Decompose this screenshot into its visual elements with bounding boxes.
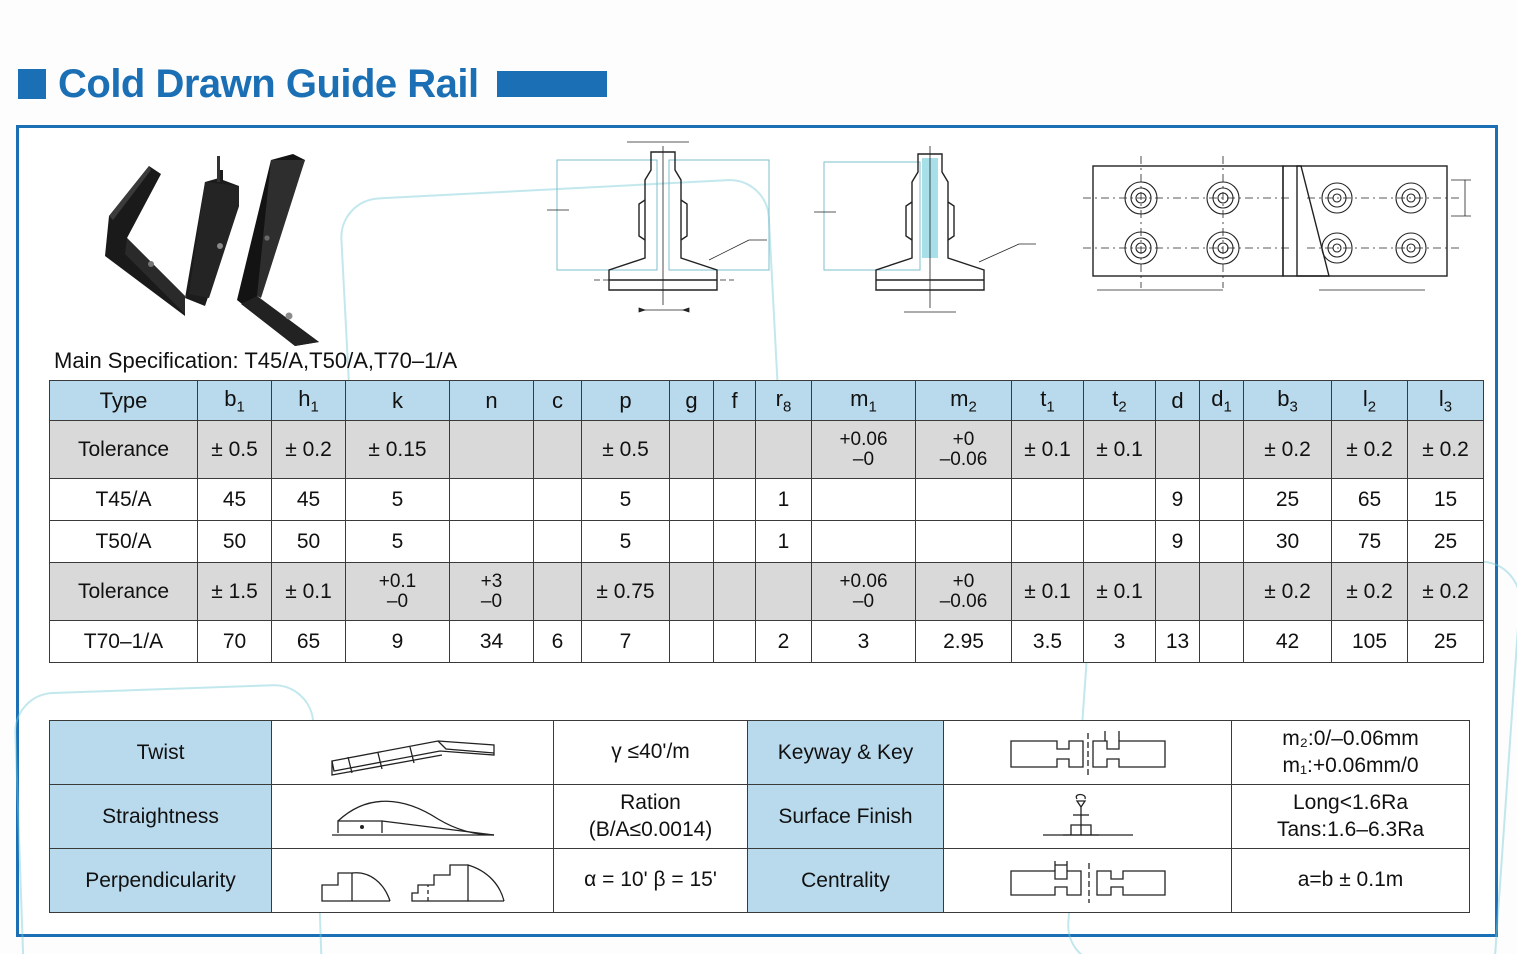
data-cell: 70 [198, 621, 272, 663]
data-cell: 42 [1244, 621, 1332, 663]
col-l3: $l_3$ [1408, 381, 1484, 421]
tolerance-line: +0.06 [839, 570, 888, 592]
data-cell [534, 521, 582, 563]
data-cell [714, 563, 756, 621]
data-cell: ± 1.5 [198, 563, 272, 621]
content-frame [16, 125, 1498, 937]
data-cell [534, 563, 582, 621]
data-cell [1156, 421, 1200, 479]
straightness-value [554, 785, 748, 849]
table-row [50, 479, 1484, 521]
table-header-row [50, 381, 1484, 421]
title-square-icon [18, 69, 46, 99]
tolerance-line: –0.06 [939, 448, 988, 470]
data-cell [1084, 521, 1156, 563]
data-cell [670, 563, 714, 621]
property-label-perpendicularity: Perpendicularity [50, 849, 272, 913]
data-cell: 50 [198, 521, 272, 563]
table-row [50, 621, 1484, 663]
straightness-icon-cell [272, 785, 554, 849]
col-k: k [346, 381, 450, 421]
data-cell [534, 421, 582, 479]
data-cell: 75 [1332, 521, 1408, 563]
surface-finish-icon-cell [944, 785, 1232, 849]
data-cell [812, 563, 916, 621]
data-cell: ± 0.1 [1084, 563, 1156, 621]
twist-icon-cell [272, 721, 554, 785]
tolerance-line: +0 [952, 570, 975, 592]
row-label-cell: T45/A [50, 479, 198, 521]
data-cell [714, 479, 756, 521]
tolerance-line: +0 [952, 428, 975, 450]
data-cell [1200, 421, 1244, 479]
straightness-curve-icon [318, 791, 508, 843]
data-cell: ± 0.5 [198, 421, 272, 479]
tolerance-line: +3 [480, 570, 503, 592]
data-cell [1156, 563, 1200, 621]
data-cell: ± 0.1 [1012, 421, 1084, 479]
data-cell: 30 [1244, 521, 1332, 563]
data-cell: 45 [272, 479, 346, 521]
row-label-cell: Tolerance [50, 563, 198, 621]
data-cell: 65 [1332, 479, 1408, 521]
table-body [50, 421, 1484, 663]
property-label-surface-finish: Surface Finish [748, 785, 944, 849]
data-cell: 50 [272, 521, 346, 563]
data-cell: 3.5 [1012, 621, 1084, 663]
col-f: f [714, 381, 756, 421]
data-cell: 3 [1084, 621, 1156, 663]
keyway-value [1232, 721, 1470, 785]
main-specification-table [49, 380, 1469, 663]
data-cell [812, 479, 916, 521]
col-c: c [534, 381, 582, 421]
keyway-value-line1: m₂:0/–0.06mm [1282, 727, 1419, 751]
data-cell: ± 0.5 [582, 421, 670, 479]
table-row [50, 721, 1470, 785]
rail-twist-icon [318, 727, 508, 779]
tolerance-line: –0 [852, 448, 875, 470]
data-cell [714, 521, 756, 563]
centrality-section-icon [993, 855, 1183, 907]
data-cell [1084, 479, 1156, 521]
straightness-value-line2: (B/A≤0.0014) [588, 817, 713, 841]
data-cell: 6 [534, 621, 582, 663]
col-r8: $r_8$ [756, 381, 812, 421]
col-g: g [670, 381, 714, 421]
data-cell: 34 [450, 621, 534, 663]
perpendicularity-icon-cell [272, 849, 554, 913]
data-cell: 2 [756, 621, 812, 663]
straightness-value-line1: Ration [620, 791, 681, 815]
col-n: n [450, 381, 534, 421]
data-cell: 105 [1332, 621, 1408, 663]
data-cell [670, 479, 714, 521]
joint-plate-drawing-icon [1079, 140, 1479, 340]
tolerance-line: –0 [852, 590, 875, 612]
surface-finish-value-line2: Tans:1.6–6.3Ra [1276, 817, 1425, 841]
data-cell: ± 0.2 [1332, 563, 1408, 621]
data-cell: 5 [346, 521, 450, 563]
perpendicularity-icon [308, 855, 518, 907]
table-row [50, 521, 1484, 563]
property-label-keyway: Keyway & Key [748, 721, 944, 785]
data-cell [916, 421, 1012, 479]
data-cell: 13 [1156, 621, 1200, 663]
surface-finish-icon [993, 791, 1183, 843]
table-row [50, 849, 1470, 913]
data-cell [756, 563, 812, 621]
data-cell [812, 521, 916, 563]
col-m2: $m_2$ [916, 381, 1012, 421]
data-cell: ± 0.1 [1012, 563, 1084, 621]
data-cell: 2.95 [916, 621, 1012, 663]
col-b3: $b_3$ [1244, 381, 1332, 421]
perpendicularity-value: α = 10' β = 15' [554, 849, 748, 913]
data-cell: ± 0.2 [1244, 563, 1332, 621]
data-cell [450, 421, 534, 479]
col-t2: $t_2$ [1084, 381, 1156, 421]
tolerance-line: –0.06 [939, 590, 988, 612]
twist-value: γ ≤40'/m [554, 721, 748, 785]
data-cell [346, 563, 450, 621]
data-cell: ± 0.2 [1408, 421, 1484, 479]
col-d1: $d_1$ [1200, 381, 1244, 421]
main-specification-caption: Main Specification: T45/A,T50/A,T70–1/A [54, 348, 458, 373]
data-cell: ± 0.1 [1084, 421, 1156, 479]
keyway-value-line2: m₁:+0.06mm/0 [1282, 753, 1419, 777]
row-label-cell: T70–1/A [50, 621, 198, 663]
col-h1: $h_1$ [272, 381, 346, 421]
surface-finish-value [1232, 785, 1470, 849]
data-cell: 5 [582, 521, 670, 563]
data-cell: 9 [1156, 521, 1200, 563]
data-cell: 25 [1408, 521, 1484, 563]
property-label-twist: Twist [50, 721, 272, 785]
data-cell: 45 [198, 479, 272, 521]
col-p: p [582, 381, 670, 421]
tolerance-line: +0.06 [839, 428, 888, 450]
data-cell [756, 421, 812, 479]
col-type: Type [50, 381, 198, 421]
guide-rail-photos-icon [89, 146, 449, 346]
data-cell [450, 521, 534, 563]
surface-finish-value-line1: Long<1.6Ra [1292, 791, 1409, 815]
data-cell [1200, 563, 1244, 621]
row-label-cell: Tolerance [50, 421, 198, 479]
table-row [50, 785, 1470, 849]
data-cell [812, 421, 916, 479]
data-cell: 9 [346, 621, 450, 663]
centrality-value: a=b ± 0.1m [1232, 849, 1470, 913]
property-label-centrality: Centrality [748, 849, 944, 913]
col-l2: $l_2$ [1332, 381, 1408, 421]
data-cell: 5 [346, 479, 450, 521]
tolerance-line: +0.1 [378, 570, 417, 592]
data-cell: 65 [272, 621, 346, 663]
col-d: d [1156, 381, 1200, 421]
col-t1: $t_1$ [1012, 381, 1084, 421]
data-cell: 15 [1408, 479, 1484, 521]
data-cell: 5 [582, 479, 670, 521]
data-cell [714, 421, 756, 479]
data-cell: 25 [1408, 621, 1484, 663]
data-cell [916, 521, 1012, 563]
data-cell: ± 0.2 [1244, 421, 1332, 479]
tolerance-line: –0 [386, 590, 409, 612]
data-cell: ± 0.75 [582, 563, 670, 621]
data-cell [534, 479, 582, 521]
page-title-text: Cold Drawn Guide Rail [58, 62, 479, 106]
col-m1: $m_1$ [812, 381, 916, 421]
data-cell [670, 421, 714, 479]
data-cell: ± 0.1 [272, 563, 346, 621]
col-b1: $b_1$ [198, 381, 272, 421]
properties-table [49, 720, 1469, 913]
row-label-cell: T50/A [50, 521, 198, 563]
data-cell [714, 621, 756, 663]
title-bar-decoration [497, 71, 607, 97]
data-cell: 25 [1244, 479, 1332, 521]
data-cell: 1 [756, 479, 812, 521]
data-cell: ± 0.2 [272, 421, 346, 479]
data-cell [916, 479, 1012, 521]
data-cell [450, 479, 534, 521]
keyway-section-icon [993, 727, 1183, 779]
data-cell: 7 [582, 621, 670, 663]
rail-section-drawing-2-icon [804, 140, 1054, 340]
table-row [50, 563, 1484, 621]
data-cell [1200, 521, 1244, 563]
data-cell [916, 563, 1012, 621]
centrality-icon-cell [944, 849, 1232, 913]
data-cell: 3 [812, 621, 916, 663]
data-cell [670, 621, 714, 663]
data-cell: ± 0.2 [1408, 563, 1484, 621]
data-cell [1012, 479, 1084, 521]
technical-drawings-group [539, 140, 1479, 345]
data-cell [1200, 479, 1244, 521]
data-cell [1012, 521, 1084, 563]
data-cell: ± 0.15 [346, 421, 450, 479]
data-cell: 9 [1156, 479, 1200, 521]
page-title [18, 64, 607, 104]
data-cell [1200, 621, 1244, 663]
property-label-straightness: Straightness [50, 785, 272, 849]
data-cell [450, 563, 534, 621]
rail-section-drawing-1-icon [539, 140, 789, 340]
tolerance-line: –0 [480, 590, 503, 612]
data-cell: 1 [756, 521, 812, 563]
table-row [50, 421, 1484, 479]
data-cell: ± 0.2 [1332, 421, 1408, 479]
keyway-icon-cell [944, 721, 1232, 785]
data-cell [670, 521, 714, 563]
product-photo-group [89, 146, 449, 346]
